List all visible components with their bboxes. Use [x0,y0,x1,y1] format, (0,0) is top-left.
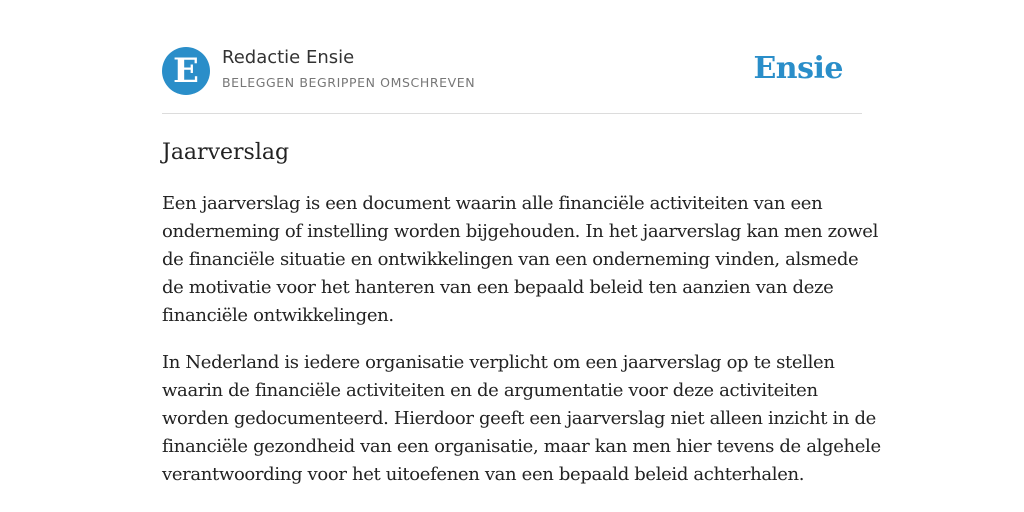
paragraph-line: waarin de financiële activiteiten en de argumentatie voor deze activiteiten [162,380,818,401]
paragraph-line: onderneming of instelling worden bijgehouden. In het jaarverslag kan men zowel [162,221,879,242]
article-body [162,190,881,508]
article-header [162,0,862,114]
article-paragraph [162,349,881,489]
ensie-logo[interactable]: Ensie [753,51,843,86]
paragraph-line: Een jaarverslag is een document waarin alle financiële activiteiten van een [162,193,823,214]
paragraph-line: worden gedocumenteerd. Hierdoor geeft een jaarverslag niet alleen inzicht in de [162,408,876,429]
paragraph-line: financiële ontwikkelingen. [162,305,394,326]
paragraph-line: verantwoording voor het uitoefenen van een bepaald beleid achterhalen. [162,464,805,485]
paragraph-line: In Nederland is iedere organisatie verplicht om een jaarverslag op te stellen [162,352,835,373]
author-subtitle: BELEGGEN BEGRIPPEN OMSCHREVEN [222,75,476,90]
avatar-letter: E [173,51,199,91]
paragraph-line: de motivatie voor het hanteren van een bepaald beleid ten aanzien van deze [162,277,834,298]
article-paragraph [162,190,879,330]
paragraph-line: financiële gezondheid van een organisatie, maar kan men hier tevens de algehele [162,436,881,457]
author-avatar[interactable] [162,47,210,95]
article-title: Jaarverslag [162,140,290,165]
author-name[interactable]: Redactie Ensie [222,47,355,68]
article-card [162,0,881,485]
paragraph-line: de financiële situatie en ontwikkelingen van een onderneming vinden, alsmede [162,249,859,270]
